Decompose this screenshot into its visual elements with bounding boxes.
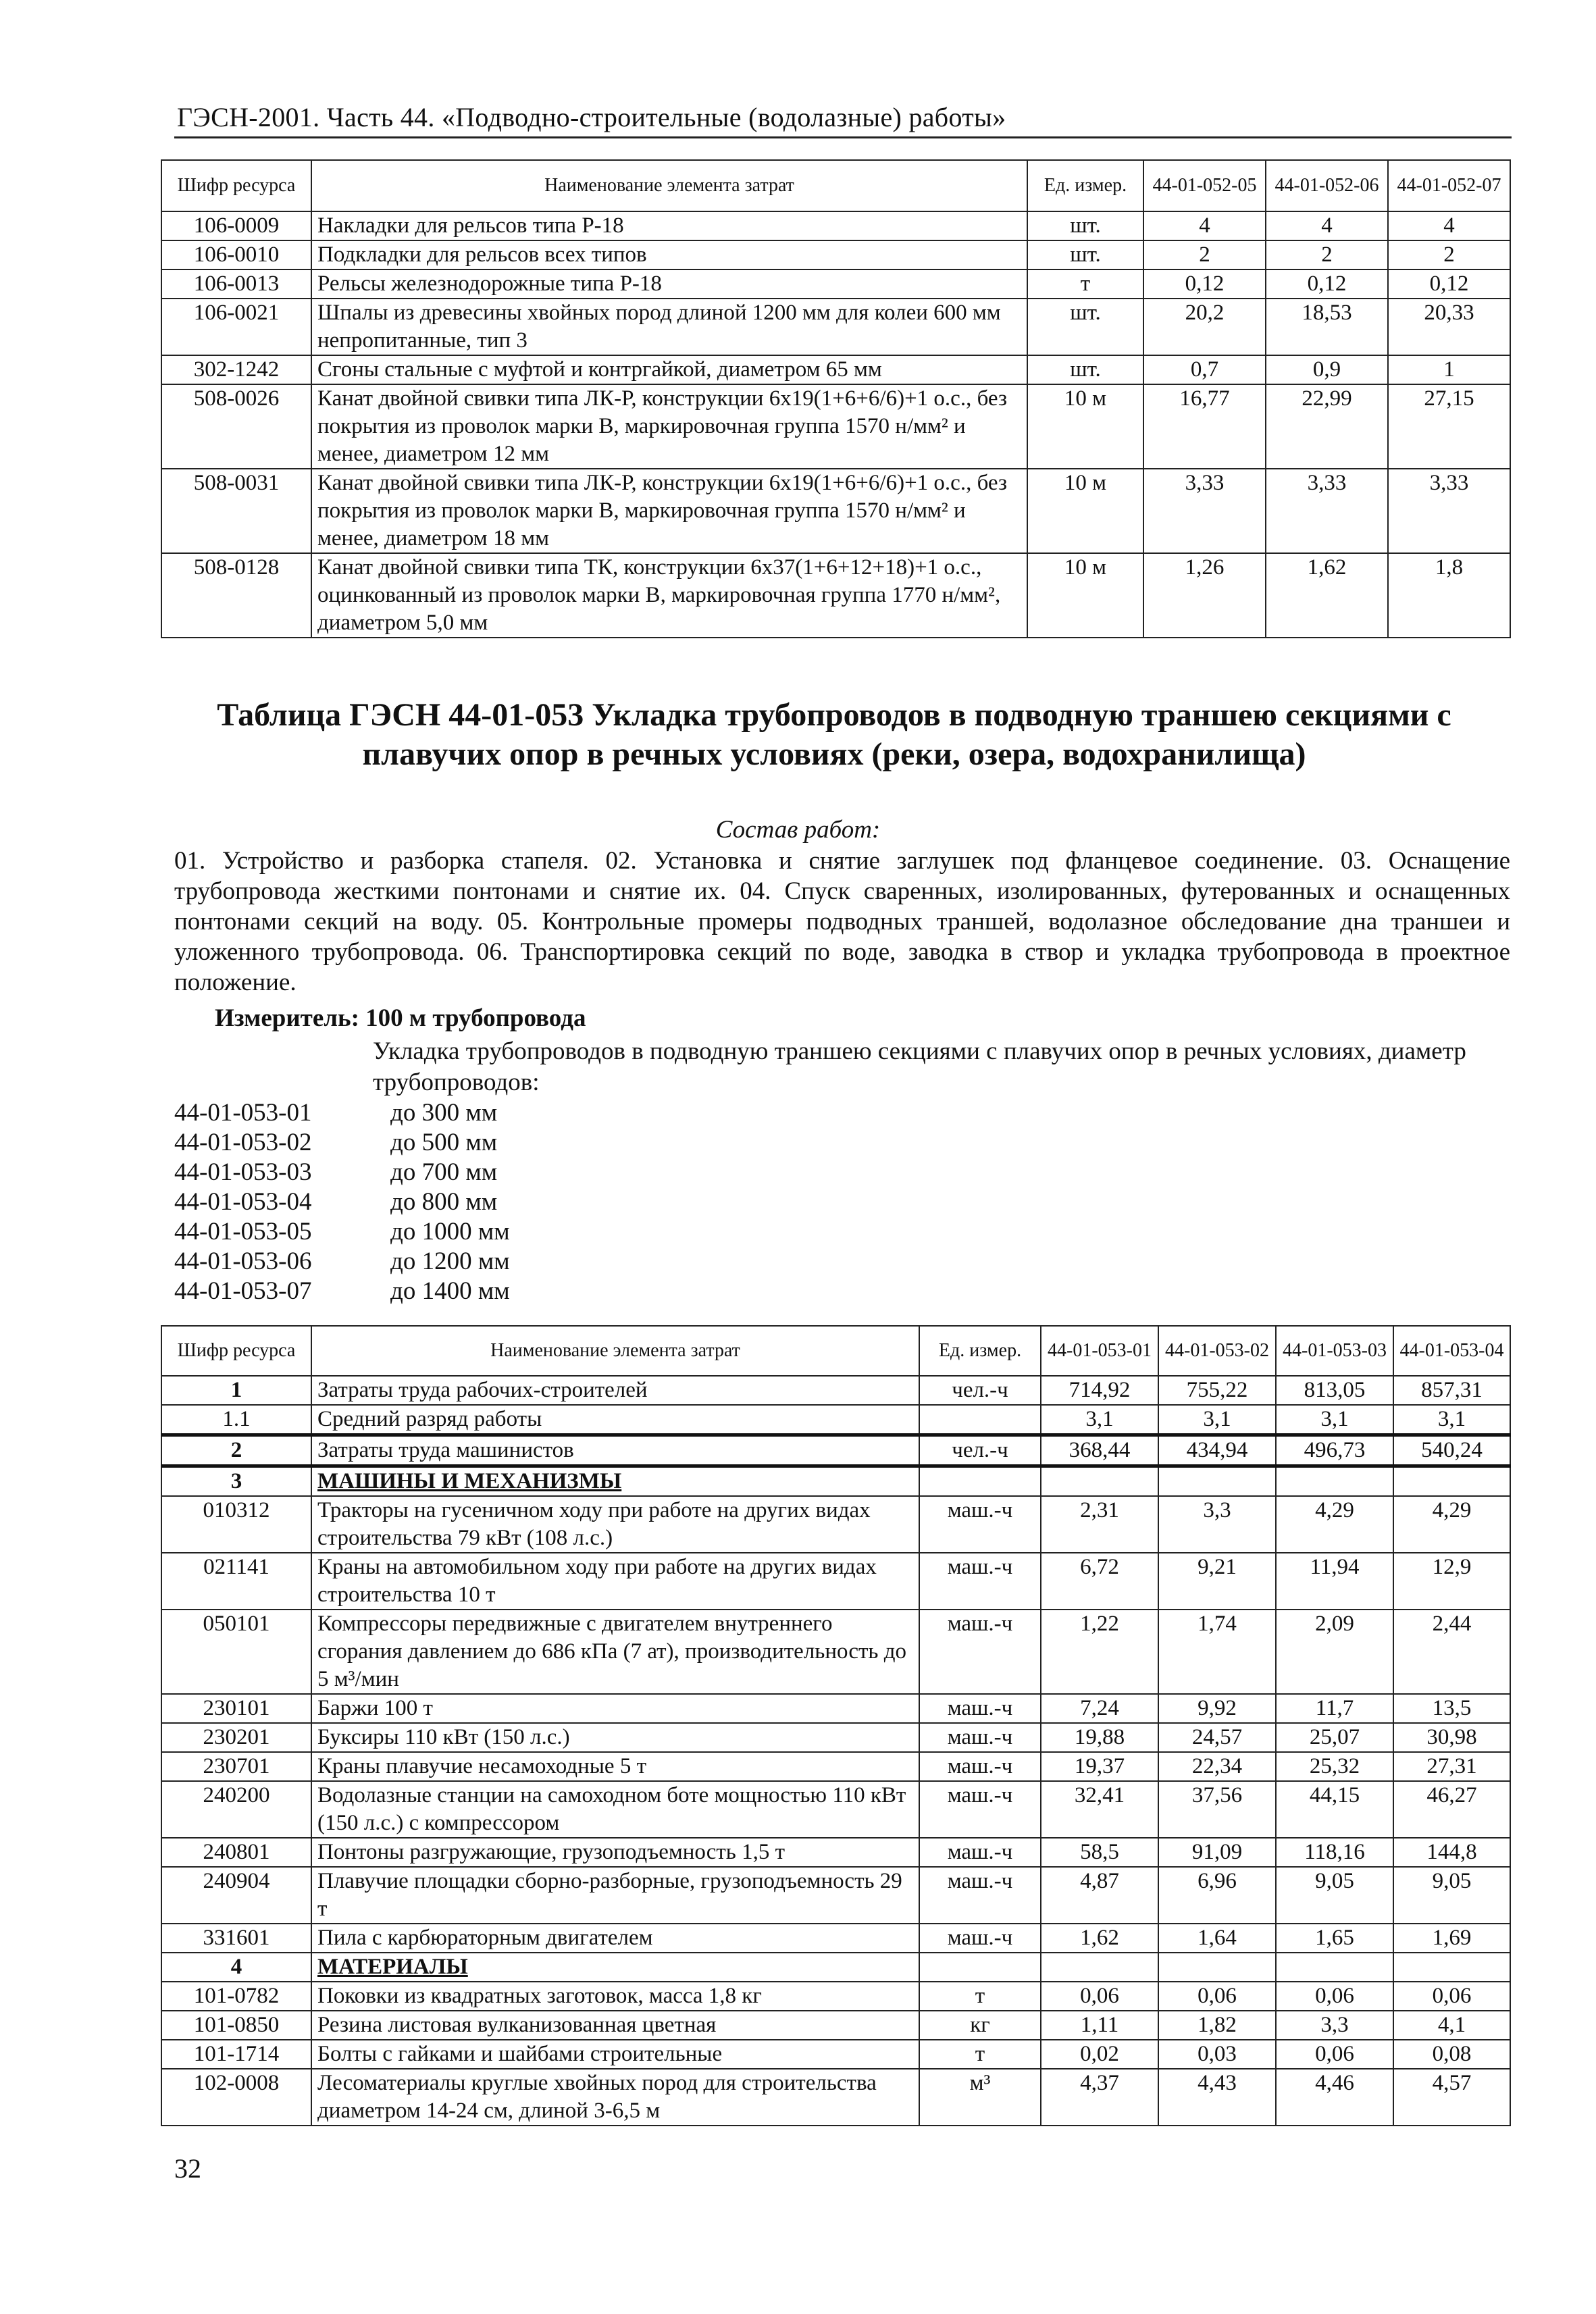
table-row <box>161 1694 1510 1723</box>
col-header-code: Шифр ресурса <box>161 160 311 211</box>
table-row <box>161 2040 1510 2069</box>
resource-code: 106-0010 <box>161 240 311 269</box>
variant-item <box>174 1098 497 1128</box>
rate-value: 4 <box>1143 211 1266 240</box>
resource-code: 1.1 <box>161 1405 311 1435</box>
rate-value: 1,64 <box>1158 1924 1276 1953</box>
resource-code: 508-0026 <box>161 384 311 469</box>
rate-value: 6,72 <box>1041 1553 1158 1610</box>
rate-value <box>1393 1466 1510 1497</box>
resource-name: Лесоматериалы круглые хвойных пород для строительства диаметром 14-24 см, длиной 3-6,5 м <box>311 2069 919 2126</box>
table-row <box>161 211 1510 240</box>
rate-value: 118,16 <box>1276 1838 1393 1867</box>
table-section-row <box>161 1466 1510 1497</box>
resource-code: 240904 <box>161 1867 311 1924</box>
rate-value: 37,56 <box>1158 1781 1276 1838</box>
resource-unit: 10 м <box>1027 469 1143 553</box>
variant-item <box>174 1128 497 1158</box>
resource-code: 331601 <box>161 1924 311 1953</box>
resource-name: Рельсы железнодорожные типа Р-18 <box>311 269 1027 299</box>
rate-value: 3,3 <box>1158 1496 1276 1553</box>
rate-value: 1 <box>1388 355 1510 384</box>
rate-value: 0,02 <box>1041 2040 1158 2069</box>
resource-unit: шт. <box>1027 355 1143 384</box>
rate-value: 20,2 <box>1143 299 1266 355</box>
table-row <box>161 269 1510 299</box>
rate-value: 0,06 <box>1158 1982 1276 2011</box>
table-row <box>161 1496 1510 1553</box>
table-row <box>161 1435 1510 1466</box>
resource-name: Водолазные станции на самоходном боте мощностью 110 кВт (150 л.с.) с компрессором <box>311 1781 919 1838</box>
section-code: 3 <box>161 1466 311 1497</box>
resource-unit: шт. <box>1027 299 1143 355</box>
rate-value: 27,15 <box>1388 384 1510 469</box>
variant-item <box>174 1217 510 1247</box>
variant-text: до 1200 мм <box>390 1248 510 1275</box>
resource-code: 302-1242 <box>161 355 311 384</box>
rate-value: 1,82 <box>1158 2011 1276 2040</box>
measure-label: Измеритель: <box>215 1004 359 1032</box>
resource-code: 230201 <box>161 1723 311 1752</box>
table-row <box>161 1553 1510 1610</box>
rate-value <box>1158 1466 1276 1497</box>
rate-value: 1,26 <box>1143 553 1266 638</box>
measure-value: 100 м трубопровода <box>365 1004 586 1032</box>
resource-unit <box>919 1405 1041 1435</box>
rate-value: 19,88 <box>1041 1723 1158 1752</box>
rate-value: 16,77 <box>1143 384 1266 469</box>
rate-value: 20,33 <box>1388 299 1510 355</box>
table-row <box>161 1924 1510 1953</box>
variant-item <box>174 1158 497 1187</box>
resource-unit: маш.-ч <box>919 1781 1041 1838</box>
rate-value: 1,62 <box>1266 553 1388 638</box>
resource-code: 230701 <box>161 1752 311 1781</box>
variant-item <box>174 1247 510 1277</box>
resource-name: Затраты труда рабочих-строителей <box>311 1376 919 1405</box>
resource-unit: маш.-ч <box>919 1752 1041 1781</box>
resource-code: 101-0782 <box>161 1982 311 2011</box>
rate-value: 368,44 <box>1041 1435 1158 1466</box>
rate-value: 0,12 <box>1388 269 1510 299</box>
rate-value: 2,31 <box>1041 1496 1158 1553</box>
rate-value: 1,8 <box>1388 553 1510 638</box>
table-row <box>161 553 1510 638</box>
resource-code: 050101 <box>161 1610 311 1694</box>
rate-value: 9,05 <box>1276 1867 1393 1924</box>
rate-value: 3,1 <box>1041 1405 1158 1435</box>
col-header-code: Шифр ресурса <box>161 1326 311 1376</box>
resource-unit: маш.-ч <box>919 1496 1041 1553</box>
running-header: ГЭСН-2001. Часть 44. «Подводно-строительные (водолазные) работы» <box>177 102 1006 132</box>
table-row <box>161 1982 1510 2011</box>
rate-value: 857,31 <box>1393 1376 1510 1405</box>
resource-code: 240801 <box>161 1838 311 1867</box>
variant-text: до 800 мм <box>390 1188 498 1216</box>
composition-heading: Состав работ: <box>715 816 881 844</box>
variant-text: до 1000 мм <box>390 1218 510 1245</box>
rate-value: 4 <box>1388 211 1510 240</box>
table-row <box>161 1376 1510 1405</box>
table-row <box>161 355 1510 384</box>
rate-value: 1,62 <box>1041 1924 1158 1953</box>
rate-value: 11,7 <box>1276 1694 1393 1723</box>
resource-name: Пила с карбюраторным двигателем <box>311 1924 919 1953</box>
variants-intro: Укладка трубопроводов в подводную траншею секциями с плавучих опор в речных условиях, диаметр трубопроводов: <box>373 1037 1466 1096</box>
resource-name: Краны на автомобильном ходу при работе на других видах строительства 10 т <box>311 1553 919 1610</box>
col-header-rate: 44-01-052-07 <box>1388 160 1510 211</box>
variant-code: 44-01-053-02 <box>174 1129 312 1156</box>
resource-table-053 <box>161 1325 1511 2126</box>
variant-text: до 1400 мм <box>390 1277 510 1305</box>
rate-value: 27,31 <box>1393 1752 1510 1781</box>
resource-name: Баржи 100 т <box>311 1694 919 1723</box>
resource-unit <box>919 1466 1041 1497</box>
resource-unit: маш.-ч <box>919 1924 1041 1953</box>
section-code: 4 <box>161 1953 311 1982</box>
resource-name: Подкладки для рельсов всех типов <box>311 240 1027 269</box>
col-header-rate: 44-01-053-02 <box>1158 1326 1276 1376</box>
resource-unit: маш.-ч <box>919 1553 1041 1610</box>
rate-value: 1,65 <box>1276 1924 1393 1953</box>
variant-code: 44-01-053-05 <box>174 1218 312 1245</box>
rate-value: 12,9 <box>1393 1553 1510 1610</box>
resource-name: Краны плавучие несамоходные 5 т <box>311 1752 919 1781</box>
resource-table-052 <box>161 159 1511 638</box>
rate-value: 1,69 <box>1393 1924 1510 1953</box>
rate-value: 813,05 <box>1276 1376 1393 1405</box>
rate-value: 0,9 <box>1266 355 1388 384</box>
variant-code: 44-01-053-07 <box>174 1277 312 1305</box>
resource-code: 230101 <box>161 1694 311 1723</box>
resource-name: Канат двойной свивки типа ЛК-Р, конструкции 6х19(1+6+6/6)+1 о.с., без покрытия из проволок марки В, маркировочная группа 1570 н/мм² и менее, диаметром 18 мм <box>311 469 1027 553</box>
resource-code: 508-0128 <box>161 553 311 638</box>
table-title: Таблица ГЭСН 44-01-053 Укладка трубопроводов в подводную траншею секциями с плавучих опор в речных условиях (реки, озера, водохранилища) <box>217 697 1451 772</box>
rate-value: 9,92 <box>1158 1694 1276 1723</box>
rate-value: 25,32 <box>1276 1752 1393 1781</box>
variant-text: до 300 мм <box>390 1099 498 1127</box>
rate-value: 496,73 <box>1276 1435 1393 1466</box>
resource-unit: маш.-ч <box>919 1867 1041 1924</box>
rate-value: 3,1 <box>1393 1405 1510 1435</box>
resource-name: Тракторы на гусеничном ходу при работе на других видах строительства 79 кВт (108 л.с.) <box>311 1496 919 1553</box>
rate-value: 4,57 <box>1393 2069 1510 2126</box>
resource-name: Болты с гайками и шайбами строительные <box>311 2040 919 2069</box>
rate-value: 2,09 <box>1276 1610 1393 1694</box>
rate-value: 0,06 <box>1276 1982 1393 2011</box>
rate-value: 9,05 <box>1393 1867 1510 1924</box>
resource-code: 106-0013 <box>161 269 311 299</box>
rate-value: 3,1 <box>1158 1405 1276 1435</box>
rate-value: 0,06 <box>1276 2040 1393 2069</box>
rate-value: 0,03 <box>1158 2040 1276 2069</box>
rate-value: 4,1 <box>1393 2011 1510 2040</box>
rate-value: 3,33 <box>1143 469 1266 553</box>
rate-value: 4 <box>1266 211 1388 240</box>
resource-unit: кг <box>919 2011 1041 2040</box>
table-row <box>161 240 1510 269</box>
resource-unit <box>919 1953 1041 1982</box>
resource-code: 1 <box>161 1376 311 1405</box>
rate-value: 30,98 <box>1393 1723 1510 1752</box>
rate-value: 714,92 <box>1041 1376 1158 1405</box>
rate-value: 2,44 <box>1393 1610 1510 1694</box>
rate-value: 4,46 <box>1276 2069 1393 2126</box>
rate-value: 11,94 <box>1276 1553 1393 1610</box>
resource-code: 106-0009 <box>161 211 311 240</box>
table-row <box>161 1752 1510 1781</box>
variant-code: 44-01-053-06 <box>174 1248 312 1275</box>
rate-value: 7,24 <box>1041 1694 1158 1723</box>
resource-name: Компрессоры передвижные с двигателем внутреннего сгорания давлением до 686 кПа (7 ат), производительность до 5 м³/мин <box>311 1610 919 1694</box>
rate-value: 9,21 <box>1158 1553 1276 1610</box>
table-row <box>161 384 1510 469</box>
rate-value: 46,27 <box>1393 1781 1510 1838</box>
variant-text: до 500 мм <box>390 1129 498 1156</box>
variant-code: 44-01-053-04 <box>174 1188 312 1216</box>
table-header-row <box>161 1326 1510 1376</box>
resource-code: 102-0008 <box>161 2069 311 2126</box>
resource-unit: т <box>919 2040 1041 2069</box>
table-row <box>161 1781 1510 1838</box>
table-row <box>161 299 1510 355</box>
resource-unit: м³ <box>919 2069 1041 2126</box>
col-header-unit: Ед. измер. <box>919 1326 1041 1376</box>
rate-value: 755,22 <box>1158 1376 1276 1405</box>
rate-value <box>1158 1953 1276 1982</box>
rate-value: 0,08 <box>1393 2040 1510 2069</box>
rate-value: 3,33 <box>1388 469 1510 553</box>
resource-name: Резина листовая вулканизованная цветная <box>311 2011 919 2040</box>
rate-value: 2 <box>1143 240 1266 269</box>
resource-code: 101-1714 <box>161 2040 311 2069</box>
rate-value <box>1041 1953 1158 1982</box>
rate-value: 22,99 <box>1266 384 1388 469</box>
table-row <box>161 1405 1510 1435</box>
rate-value: 4,37 <box>1041 2069 1158 2126</box>
rate-value: 4,43 <box>1158 2069 1276 2126</box>
rate-value: 0,06 <box>1393 1982 1510 2011</box>
resource-name: Поковки из квадратных заготовок, масса 1,8 кг <box>311 1982 919 2011</box>
rate-value: 0,7 <box>1143 355 1266 384</box>
resource-code: 101-0850 <box>161 2011 311 2040</box>
rate-value: 0,12 <box>1143 269 1266 299</box>
resource-unit: т <box>1027 269 1143 299</box>
resource-name: Средний разряд работы <box>311 1405 919 1435</box>
rate-value: 18,53 <box>1266 299 1388 355</box>
section-heading: МАШИНЫ И МЕХАНИЗМЫ <box>311 1466 919 1497</box>
resource-code: 106-0021 <box>161 299 311 355</box>
resource-name: Сгоны стальные с муфтой и контргайкой, диаметром 65 мм <box>311 355 1027 384</box>
col-header-rate: 44-01-052-05 <box>1143 160 1266 211</box>
col-header-rate: 44-01-053-04 <box>1393 1326 1510 1376</box>
rate-value: 4,29 <box>1276 1496 1393 1553</box>
rate-value: 4,87 <box>1041 1867 1158 1924</box>
resource-name: Плавучие площадки сборно-разборные, грузоподъемность 29 т <box>311 1867 919 1924</box>
resource-unit: 10 м <box>1027 553 1143 638</box>
col-header-name: Наименование элемента затрат <box>311 160 1027 211</box>
measure-line <box>215 1004 586 1033</box>
table-section-row <box>161 1953 1510 1982</box>
variant-item <box>174 1187 497 1217</box>
resource-unit: чел.-ч <box>919 1376 1041 1405</box>
rate-value: 1,22 <box>1041 1610 1158 1694</box>
resource-name: Понтоны разгружающие, грузоподъемность 1,5 т <box>311 1838 919 1867</box>
rate-value: 3,3 <box>1276 2011 1393 2040</box>
col-header-rate: 44-01-053-03 <box>1276 1326 1393 1376</box>
table-row <box>161 469 1510 553</box>
rate-value: 0,06 <box>1041 1982 1158 2011</box>
rate-value <box>1041 1466 1158 1497</box>
resource-unit: маш.-ч <box>919 1723 1041 1752</box>
col-header-rate: 44-01-053-01 <box>1041 1326 1158 1376</box>
resource-unit: маш.-ч <box>919 1610 1041 1694</box>
rate-value <box>1276 1953 1393 1982</box>
rate-value: 434,94 <box>1158 1435 1276 1466</box>
rate-value: 3,33 <box>1266 469 1388 553</box>
header-rule <box>174 136 1512 138</box>
table-row <box>161 2069 1510 2126</box>
rate-value: 6,96 <box>1158 1867 1276 1924</box>
table-row <box>161 1867 1510 1924</box>
resource-code: 240200 <box>161 1781 311 1838</box>
resource-code: 508-0031 <box>161 469 311 553</box>
resource-name: Затраты труда машинистов <box>311 1435 919 1466</box>
rate-value: 91,09 <box>1158 1838 1276 1867</box>
rate-value: 13,5 <box>1393 1694 1510 1723</box>
resource-name: Канат двойной свивки типа ТК, конструкции 6х37(1+6+12+18)+1 о.с., оцинкованный из проволок марки В, маркировочная группа 1770 н/мм², диаметром 5,0 мм <box>311 553 1027 638</box>
resource-code: 010312 <box>161 1496 311 1553</box>
rate-value: 540,24 <box>1393 1435 1510 1466</box>
section-heading: МАТЕРИАЛЫ <box>311 1953 919 1982</box>
table-row <box>161 1723 1510 1752</box>
rate-value: 44,15 <box>1276 1781 1393 1838</box>
resource-name: Буксиры 110 кВт (150 л.с.) <box>311 1723 919 1752</box>
table-header-row <box>161 160 1510 211</box>
resource-code: 2 <box>161 1435 311 1466</box>
rate-value: 144,8 <box>1393 1838 1510 1867</box>
variant-text: до 700 мм <box>390 1158 498 1186</box>
rate-value: 2 <box>1388 240 1510 269</box>
rate-value: 19,37 <box>1041 1752 1158 1781</box>
rate-value: 1,11 <box>1041 2011 1158 2040</box>
rate-value <box>1276 1466 1393 1497</box>
rate-value: 4,29 <box>1393 1496 1510 1553</box>
rate-value: 1,74 <box>1158 1610 1276 1694</box>
rate-value: 22,34 <box>1158 1752 1276 1781</box>
resource-code: 021141 <box>161 1553 311 1610</box>
resource-unit: шт. <box>1027 211 1143 240</box>
table-row <box>161 2011 1510 2040</box>
variant-item <box>174 1277 510 1306</box>
resource-name: Накладки для рельсов типа Р-18 <box>311 211 1027 240</box>
col-header-unit: Ед. измер. <box>1027 160 1143 211</box>
resource-unit: т <box>919 1982 1041 2011</box>
resource-name: Канат двойной свивки типа ЛК-Р, конструкции 6х19(1+6+6/6)+1 о.с., без покрытия из проволок марки В, маркировочная группа 1570 н/мм² и менее, диаметром 12 мм <box>311 384 1027 469</box>
rate-value: 3,1 <box>1276 1405 1393 1435</box>
rate-value: 32,41 <box>1041 1781 1158 1838</box>
composition-text: 01. Устройство и разборка стапеля. 02. Установка и снятие заглушек под фланцевое соединение. 03. Оснащение трубопровода жесткими понтонами и снятие их. 04. Спуск сваренных, изолированных, футерованных и оснащенных понтонами секций на воду. 05. Контрольные промеры подводных траншей, водолазное обследование дна траншеи и уложенного трубопровода. 06. Транспортировка секций по воде, заводка в створ и укладка трубопровода в проектное положение. <box>174 847 1510 996</box>
table-row <box>161 1610 1510 1694</box>
rate-value: 24,57 <box>1158 1723 1276 1752</box>
resource-unit: шт. <box>1027 240 1143 269</box>
variant-code: 44-01-053-03 <box>174 1158 312 1186</box>
rate-value: 0,12 <box>1266 269 1388 299</box>
resource-name: Шпалы из древесины хвойных пород длиной 1200 мм для колеи 600 мм непропитанные, тип 3 <box>311 299 1027 355</box>
col-header-name: Наименование элемента затрат <box>311 1326 919 1376</box>
col-header-rate: 44-01-052-06 <box>1266 160 1388 211</box>
page-number: 32 <box>174 2153 201 2184</box>
rate-value: 25,07 <box>1276 1723 1393 1752</box>
resource-unit: 10 м <box>1027 384 1143 469</box>
resource-unit: чел.-ч <box>919 1435 1041 1466</box>
table-row <box>161 1838 1510 1867</box>
rate-value: 2 <box>1266 240 1388 269</box>
rate-value <box>1393 1953 1510 1982</box>
resource-unit: маш.-ч <box>919 1838 1041 1867</box>
resource-unit: маш.-ч <box>919 1694 1041 1723</box>
variant-code: 44-01-053-01 <box>174 1099 312 1127</box>
rate-value: 58,5 <box>1041 1838 1158 1867</box>
